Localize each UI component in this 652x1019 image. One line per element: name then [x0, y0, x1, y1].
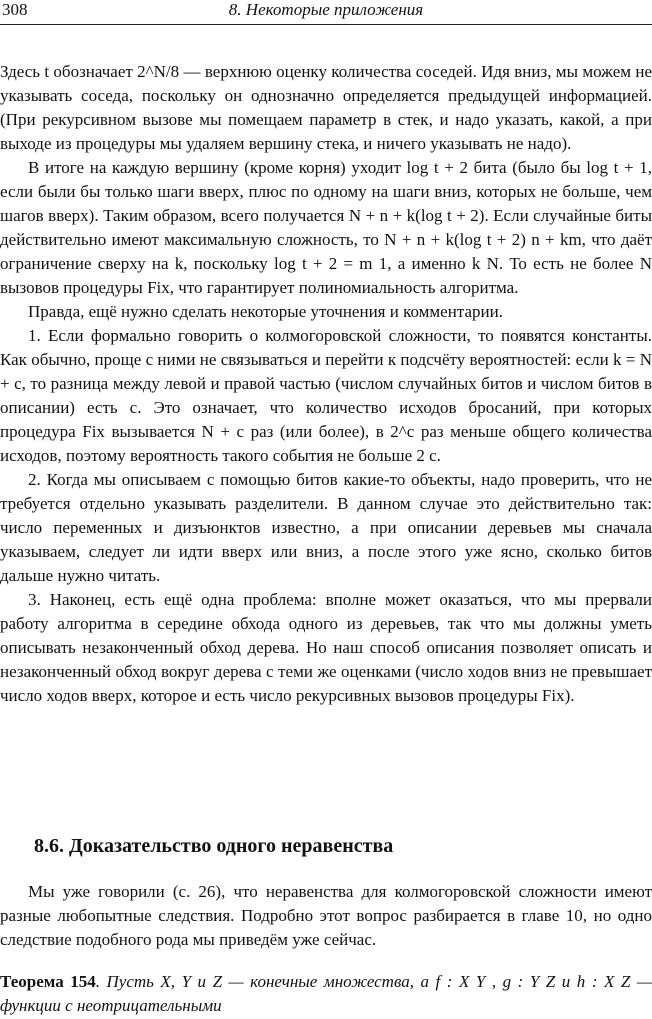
- theorem-text: . Пусть X, Y и Z — конечные множества, а f : X Y , g : Y Z и h : X Z — функции с неотрицательными: [0, 972, 652, 1015]
- section-heading: 8.6. Доказательство одного неравенства: [34, 835, 394, 857]
- body-text: [0, 60, 652, 708]
- paragraph-bits-count: В итоге на каждую вершину (кроме корня) уходит log t + 2 бита (было бы log t + 1, если были бы только шаги вверх, плюс по одному на шаги вниз, которых не больше, чем шагов вверх). Таким образом, всего получается N + n + k(log t + 2). Если случайные биты действительно имеют максимальную сложность, то N + n + k(log t + 2) n + km, что даёт ограничение сверху на k, поскольку log t + 2 = m 1, а именно k N. То есть не более N вызовов процедуры Fix, что гарантирует полиномиальность алгоритма.: [0, 158, 652, 297]
- paragraph-remarks-intro: Правда, ещё нужно сделать некоторые уточнения и комментарии.: [28, 302, 503, 321]
- header-rule: [0, 24, 652, 25]
- paragraph-remark-1: 1. Если формально говорить о колмогоровской сложности, то появятся константы. Как обычно, проще с ними не связываться и перейти к подсчёту вероятностей: если k = N + c, то разница между левой и правой частью (числом случайных битов и числом битов в описании) есть c. Это означает, что количество исходов бросаний, при которых процедура Fix вызывается N + c раз (или более), в 2^c раз меньше общего количества исходов, поэтому вероятность такого события не больше 2 c.: [0, 326, 652, 465]
- theorem-label: Теорема 154: [0, 972, 96, 991]
- paragraph-remark-3: 3. Наконец, есть ещё одна проблема: вполне может оказаться, что мы прервали работу алгоритма в середине обхода одного из деревьев, так что мы должны уметь описывать незаконченный обход дерева. Но наш способ описания позволяет описать и незаконченный обход вокруг дерева с теми же оценками (число ходов вниз не превышает число ходов вверх, которое и есть число рекурсивных вызовов процедуры Fix).: [0, 590, 652, 705]
- paragraph-remark-2: 2. Когда мы описываем с помощью битов какие-то объекты, надо проверить, что не требуется отдельно указывать разделители. В данном случае это действительно так: число переменных и дизъюнктов известно, а при описании деревьев мы сначала указываем, следует ли идти вверх или вниз, а после этого уже ясно, сколько битов дальше нужно читать.: [0, 470, 652, 585]
- page-header: [0, 0, 652, 24]
- theorem-block: [0, 970, 652, 1018]
- paragraph-section-intro: Мы уже говорили (с. 26), что неравенства для колмогоровской сложности имеют разные любопытные следствия. Подробно этот вопрос разбирается в главе 10, но одно следствие подобного рода мы приведём уже сейчас.: [0, 882, 652, 949]
- section-body: [0, 880, 652, 952]
- running-head: 8. Некоторые приложения: [228, 0, 424, 19]
- page-number: 308: [2, 0, 28, 19]
- paragraph-intro: Здесь t обозначает 2^N/8 — верхнюю оценку количества соседей. Идя вниз, мы можем не указывать соседа, поскольку он однозначно определяется предыдущей информацией. (При рекурсивном вызове мы помещаем параметр в стек, и надо указать, какой, а при выходе из процедуры мы удаляем вершину стека, и ничего указывать не надо).: [0, 62, 652, 153]
